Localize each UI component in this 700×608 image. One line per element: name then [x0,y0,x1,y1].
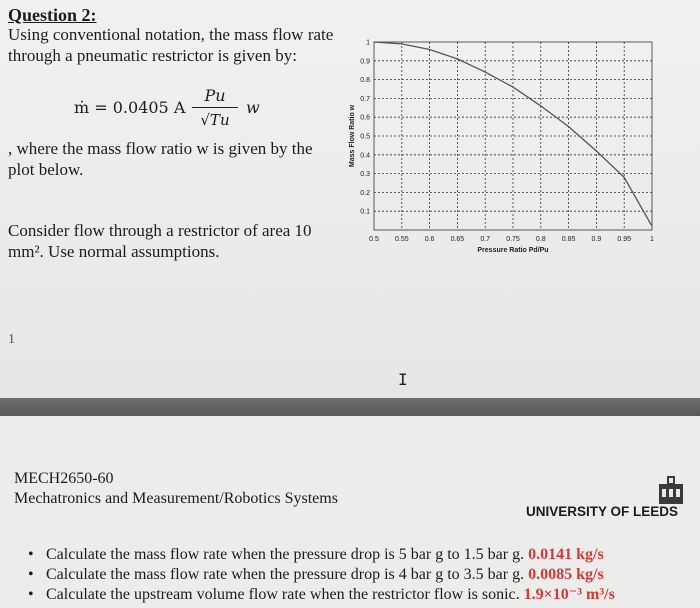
chart-xlabel: Pressure Ratio Pd/Pu [477,247,549,254]
formula-rhs: w [246,98,260,117]
chart-xtick-label: 0.7 [480,236,491,243]
fraction-bar [192,107,238,108]
chart-ytick-label: 0.6 [360,114,370,122]
mass-flow-formula [74,86,334,138]
chart-xtick-label: 0.5 [369,236,379,243]
chart-xtick-label: 0.8 [535,236,546,243]
text-cursor: I [398,370,408,389]
question-after-formula: , where the mass flow ratio w is given by the plot below. [8,139,313,179]
question-intro: Using conventional notation, the mass flow rate through a pneumatic restrictor is given by: [8,25,334,65]
formula-lhs: ṁ = 0.0405 A [74,98,186,117]
bullet-icon: • [28,566,34,583]
task-text: Calculate the mass flow rate when the pressure drop is 4 bar g to 3.5 bar g. [46,566,525,583]
chart-ytick-label: 0.8 [360,77,370,85]
task-item [28,585,700,605]
slide-separator [0,398,700,416]
chart-ytick-label: 0.7 [360,95,370,103]
chart-xtick-label: 0.55 [394,236,409,243]
chart-xtick-label: 0.75 [506,236,520,243]
question-title: Question 2: [8,5,97,25]
chart-xtick-label: 0.95 [617,236,632,243]
university-name: UNIVERSITY OF LEEDS [526,504,679,519]
task-answer: 0.0141 kg/s [528,546,604,563]
chart-xtick-label: 0.85 [561,236,576,243]
task-text: Calculate the upstream volume flow rate when the restrictor flow is sonic. [46,586,520,603]
task-list [28,545,700,605]
bullet-icon: • [28,546,34,563]
course-code: MECH2650-60 [14,470,114,487]
chart-xtick-label: 0.65 [450,236,465,243]
leeds-tower-icon [658,476,684,504]
mass-flow-ratio-chart [344,34,660,274]
task-text: Calculate the mass flow rate when the pressure drop is 5 bar g to 1.5 bar g. [46,546,525,563]
chart-svg [344,34,660,274]
question-consider: Consider flow through a restrictor of area 10 mm². Use normal assumptions. [8,221,312,261]
page-number: 1 [8,332,15,347]
bullet-icon: • [28,586,34,603]
chart-ytick-label: 0.5 [360,133,370,141]
chart-ylabel: Mass Flow Ratio w [349,104,356,168]
formula-fraction [192,86,238,129]
task-item [28,545,700,565]
chart-xtick-label: 0.9 [591,236,602,243]
chart-ytick-label: 1 [366,39,370,47]
chart-xtick-label: 0.6 [424,236,435,243]
chart-ytick-label: 0.3 [360,171,370,179]
formula-numerator: Pu [204,86,226,105]
course-name: Mechatronics and Measurement/Robotics Systems [14,490,338,507]
chart-ytick-label: 0.1 [360,208,370,216]
chart-xtick-label: 1 [650,236,654,243]
chart-ytick-label: 0.4 [360,152,370,160]
task-answer: 0.0085 kg/s [528,566,604,583]
task-answer: 1.9×10⁻³ m³/s [523,586,615,603]
task-item [28,565,700,585]
chart-ytick-label: 0.9 [360,58,370,66]
chart-ytick-label: 0.2 [360,189,370,197]
formula-denominator: √Tu [200,111,230,129]
